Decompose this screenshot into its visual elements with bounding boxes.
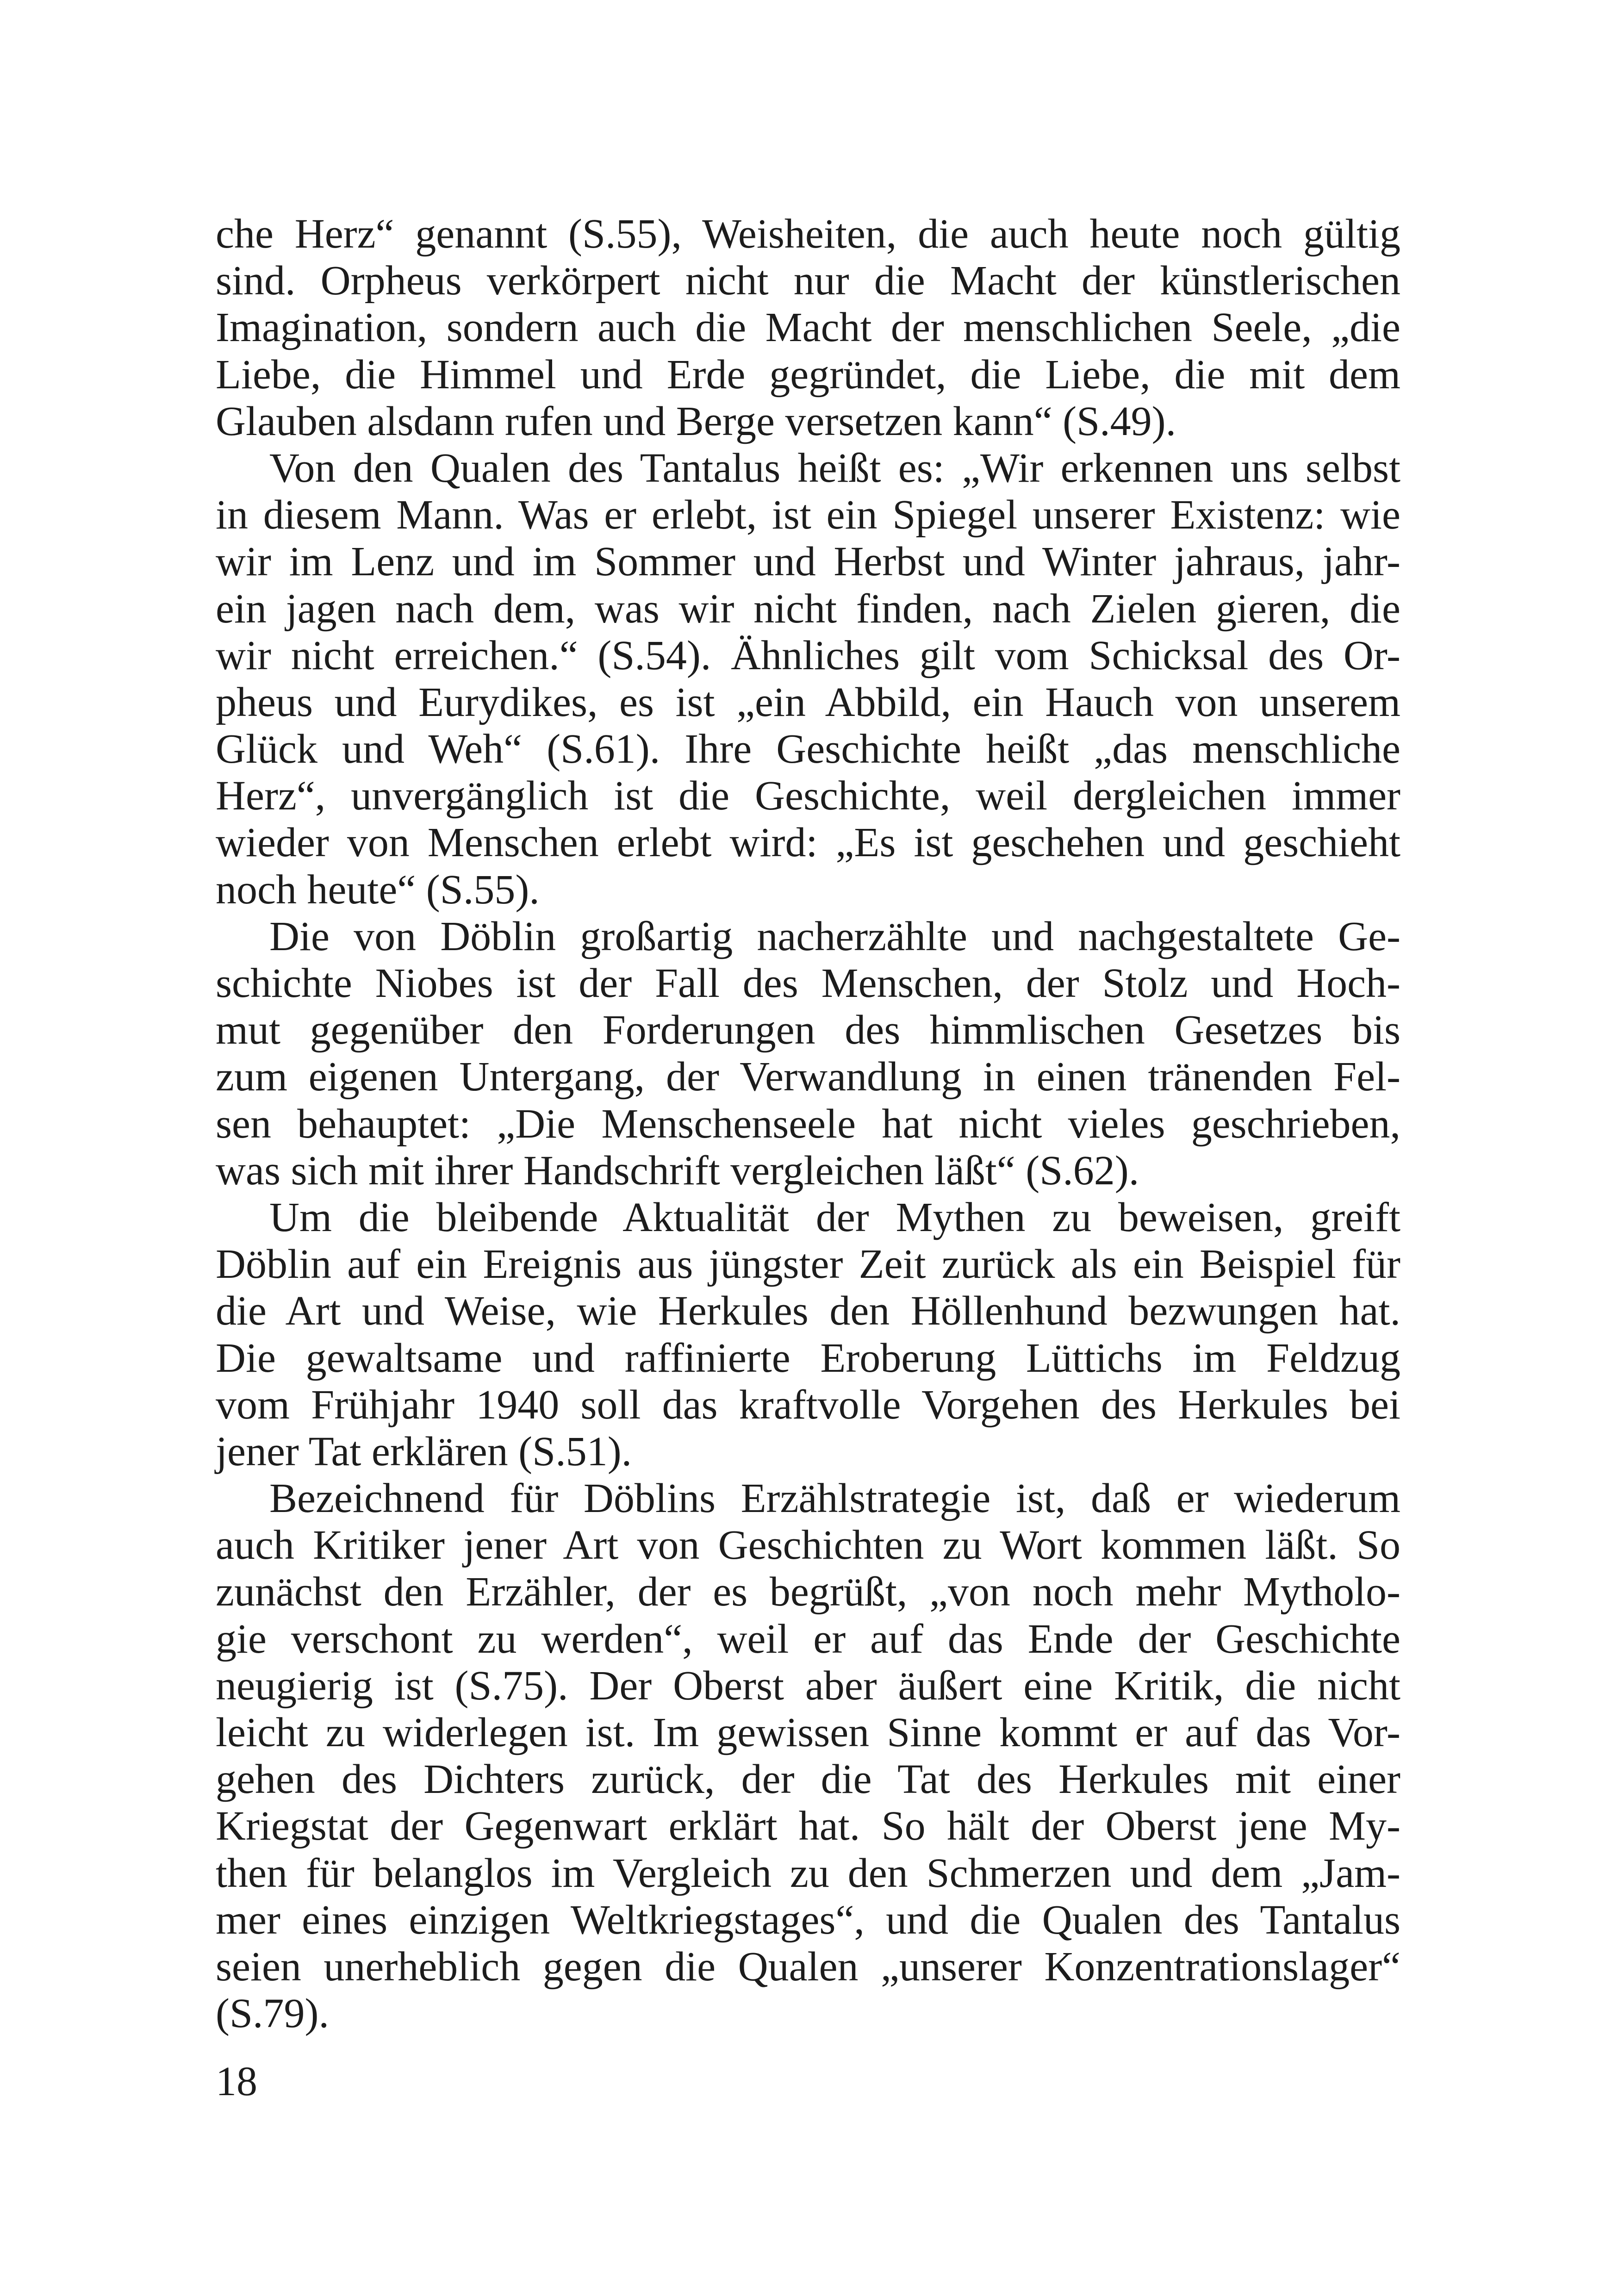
text-line: was sich mit ihrer Handschrift vergleichen läßt“ (S.62). [216, 1147, 1139, 1194]
text-line: wir nicht erreichen.“ (S.54). Ähnliches gilt vom Schicksal des Or- [216, 632, 1400, 678]
text-line: jener Tat erklären (S.51). [216, 1428, 632, 1475]
paragraph [216, 445, 1400, 913]
text-line: Liebe, die Himmel und Erde gegründet, die Liebe, die mit dem [216, 351, 1400, 398]
page-number: 18 [216, 2059, 257, 2104]
text-line: neugierig ist (S.75). Der Oberst aber äußert eine Kritik, die nicht [216, 1662, 1400, 1709]
text-line: Die gewaltsame und raffinierte Eroberung Lüttichs im Feldzug [216, 1335, 1400, 1381]
text-line: zum eigenen Untergang, der Verwandlung in einen tränenden Fel- [216, 1054, 1400, 1100]
text-line: Herz“, unvergänglich ist die Geschichte, weil dergleichen immer [216, 773, 1400, 819]
text-line: wir im Lenz und im Sommer und Herbst und Winter jahraus, jahr- [216, 539, 1400, 585]
text-line: leicht zu widerlegen ist. Im gewissen Sinne kommt er auf das Vor- [216, 1710, 1400, 1755]
text-line: in diesem Mann. Was er erlebt, ist ein Spiegel unserer Existenz: wie [216, 492, 1400, 538]
text-line: Imagination, sondern auch die Macht der menschlichen Seele, „die [216, 305, 1400, 351]
text-line: (S.79). [216, 1991, 329, 2037]
text-line: Die von Döblin großartig nacherzählte und nachgestaltete Ge- [269, 913, 1400, 959]
text-line: Um die bleibende Aktualität der Mythen zu beweisen, greift [269, 1194, 1400, 1240]
text-line: wieder von Menschen erlebt wird: „Es ist geschehen und geschieht [216, 820, 1400, 866]
text-line: zunächst den Erzähler, der es begrüßt, „von noch mehr Mytholo- [216, 1569, 1400, 1615]
text-line: Glück und Weh“ (S.61). Ihre Geschichte heißt „das menschliche [216, 726, 1400, 772]
text-line: Bezeichnend für Döblins Erzählstrategie ist, daß er wiederum [269, 1475, 1400, 1522]
paragraph [216, 913, 1400, 1194]
text-line: noch heute“ (S.55). [216, 866, 540, 913]
text-line: pheus und Eurydikes, es ist „ein Abbild, ein Hauch von unserem [216, 679, 1400, 725]
text-line: ein jagen nach dem, was wir nicht finden, nach Zielen gieren, die [216, 585, 1400, 632]
text-line: che Herz“ genannt (S.55), Weisheiten, die auch heute noch gültig [216, 211, 1400, 257]
text-line: seien unerheblich gegen die Qualen „unserer Konzentrationslager“ [216, 1943, 1400, 1990]
text-line: Kriegstat der Gegenwart erklärt hat. So hält der Oberst jene My- [216, 1803, 1400, 1849]
paragraph [216, 1475, 1400, 2037]
text-line: gehen des Dichters zurück, der die Tat des Herkules mit einer [216, 1756, 1400, 1803]
text-line: vom Frühjahr 1940 soll das kraftvolle Vorgehen des Herkules bei [216, 1381, 1400, 1428]
text-line: sen behauptet: „Die Menschenseele hat nicht vieles geschrieben, [216, 1101, 1400, 1147]
text-line: then für belanglos im Vergleich zu den Schmerzen und dem „Jam- [216, 1850, 1400, 1896]
text-line: schichte Niobes ist der Fall des Menschen, der Stolz und Hoch- [216, 960, 1400, 1006]
text-line: Glauben alsdann rufen und Berge versetzen kann“ (S.49). [216, 398, 1176, 444]
paragraph [216, 1194, 1400, 1475]
text-line: Von den Qualen des Tantalus heißt es: „Wir erkennen uns selbst [269, 445, 1400, 491]
body-text [216, 211, 1400, 2037]
text-line: sind. Orpheus verkörpert nicht nur die Macht der künstlerischen [216, 258, 1400, 304]
text-line: die Art und Weise, wie Herkules den Höllenhund bezwungen hat. [216, 1288, 1400, 1334]
text-line: gie verschont zu werden“, weil er auf das Ende der Geschichte [216, 1616, 1400, 1662]
paragraph [216, 211, 1400, 445]
text-line: mer eines einzigen Weltkriegstages“, und die Qualen des Tantalus [216, 1897, 1400, 1943]
text-line: mut gegenüber den Forderungen des himmlischen Gesetzes bis [216, 1007, 1400, 1053]
text-line: Döblin auf ein Ereignis aus jüngster Zeit zurück als ein Beispiel für [216, 1241, 1400, 1288]
text-line: auch Kritiker jener Art von Geschichten zu Wort kommen läßt. So [216, 1522, 1400, 1568]
